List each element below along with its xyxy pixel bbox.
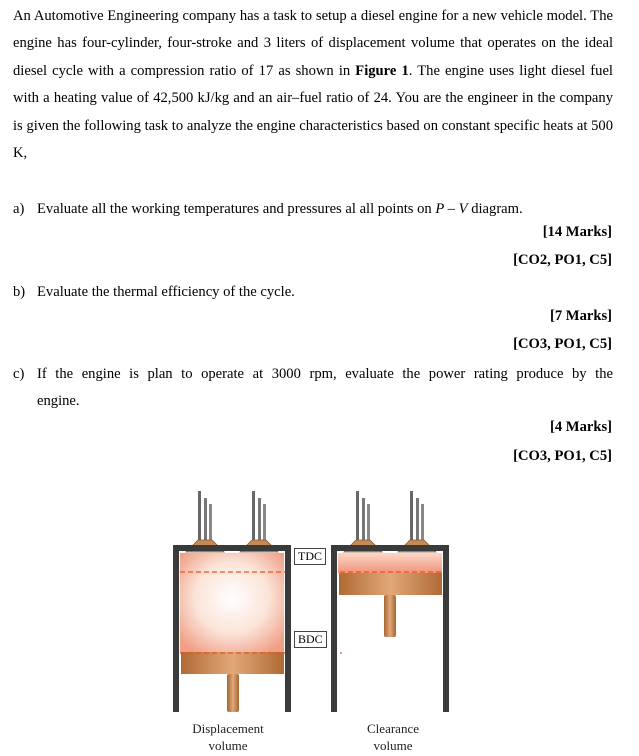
- figure-reference: Figure 1: [355, 62, 409, 79]
- problem-text-1: An Automotive Engineering company has a task to setup a diesel engine for a new vehicle model. The engine has four-cylinder, four-stroke and 3 liters of displacement volume that operates on the ideal diesel cycle with a compression ratio of 17 as shown in: [13, 8, 613, 79]
- caption-displacement: [172, 720, 284, 754]
- question-a-text: Evaluate all the working temperatures and pressures al all points on: [37, 201, 436, 217]
- caption-clearance: [338, 720, 448, 754]
- question-b-label: b): [13, 284, 26, 300]
- problem-text-2: . The engine uses light diesel fuel with a heating value of 42,500 kJ/kg and an air–fuel ratio of 24. You are the engineer in the company is given the following task to analyze the engine characteristics based on constant specific heats at 500 K,: [13, 62, 613, 162]
- question-c-text-2: engine.: [37, 393, 80, 409]
- question-a-marks: [14 Marks]: [542, 224, 612, 240]
- right-valves: [344, 491, 436, 552]
- left-valves: [186, 491, 278, 552]
- question-b-text: Evaluate the thermal efficiency of the cycle.: [37, 284, 295, 300]
- question-c-marks: [4 Marks]: [549, 419, 612, 435]
- right-cylinder: [332, 491, 446, 712]
- caption-displacement-1: Displacement: [192, 721, 264, 736]
- tdc-label: TDC: [294, 548, 326, 565]
- question-c-text: If the engine is plan to operate at 3000 rpm, evaluate the power rating produce by the: [37, 366, 613, 382]
- bdc-label: BDC: [294, 631, 327, 648]
- question-a-pv: P – V: [435, 201, 468, 217]
- question-a-co: [CO2, PO1, C5]: [513, 252, 612, 268]
- question-c-co: [CO3, PO1, C5]: [513, 448, 612, 464]
- left-cylinder: [176, 491, 290, 712]
- caption-clearance-1: Clearance: [367, 721, 419, 736]
- question-a-text-end: diagram.: [467, 201, 523, 217]
- caption-displacement-2: volume: [208, 738, 248, 753]
- caption-clearance-2: volume: [373, 738, 413, 753]
- question-c-label: c): [13, 366, 25, 382]
- question-a-label: a): [13, 201, 25, 217]
- question-b-marks: [7 Marks]: [549, 308, 612, 324]
- question-b-co: [CO3, PO1, C5]: [513, 336, 612, 352]
